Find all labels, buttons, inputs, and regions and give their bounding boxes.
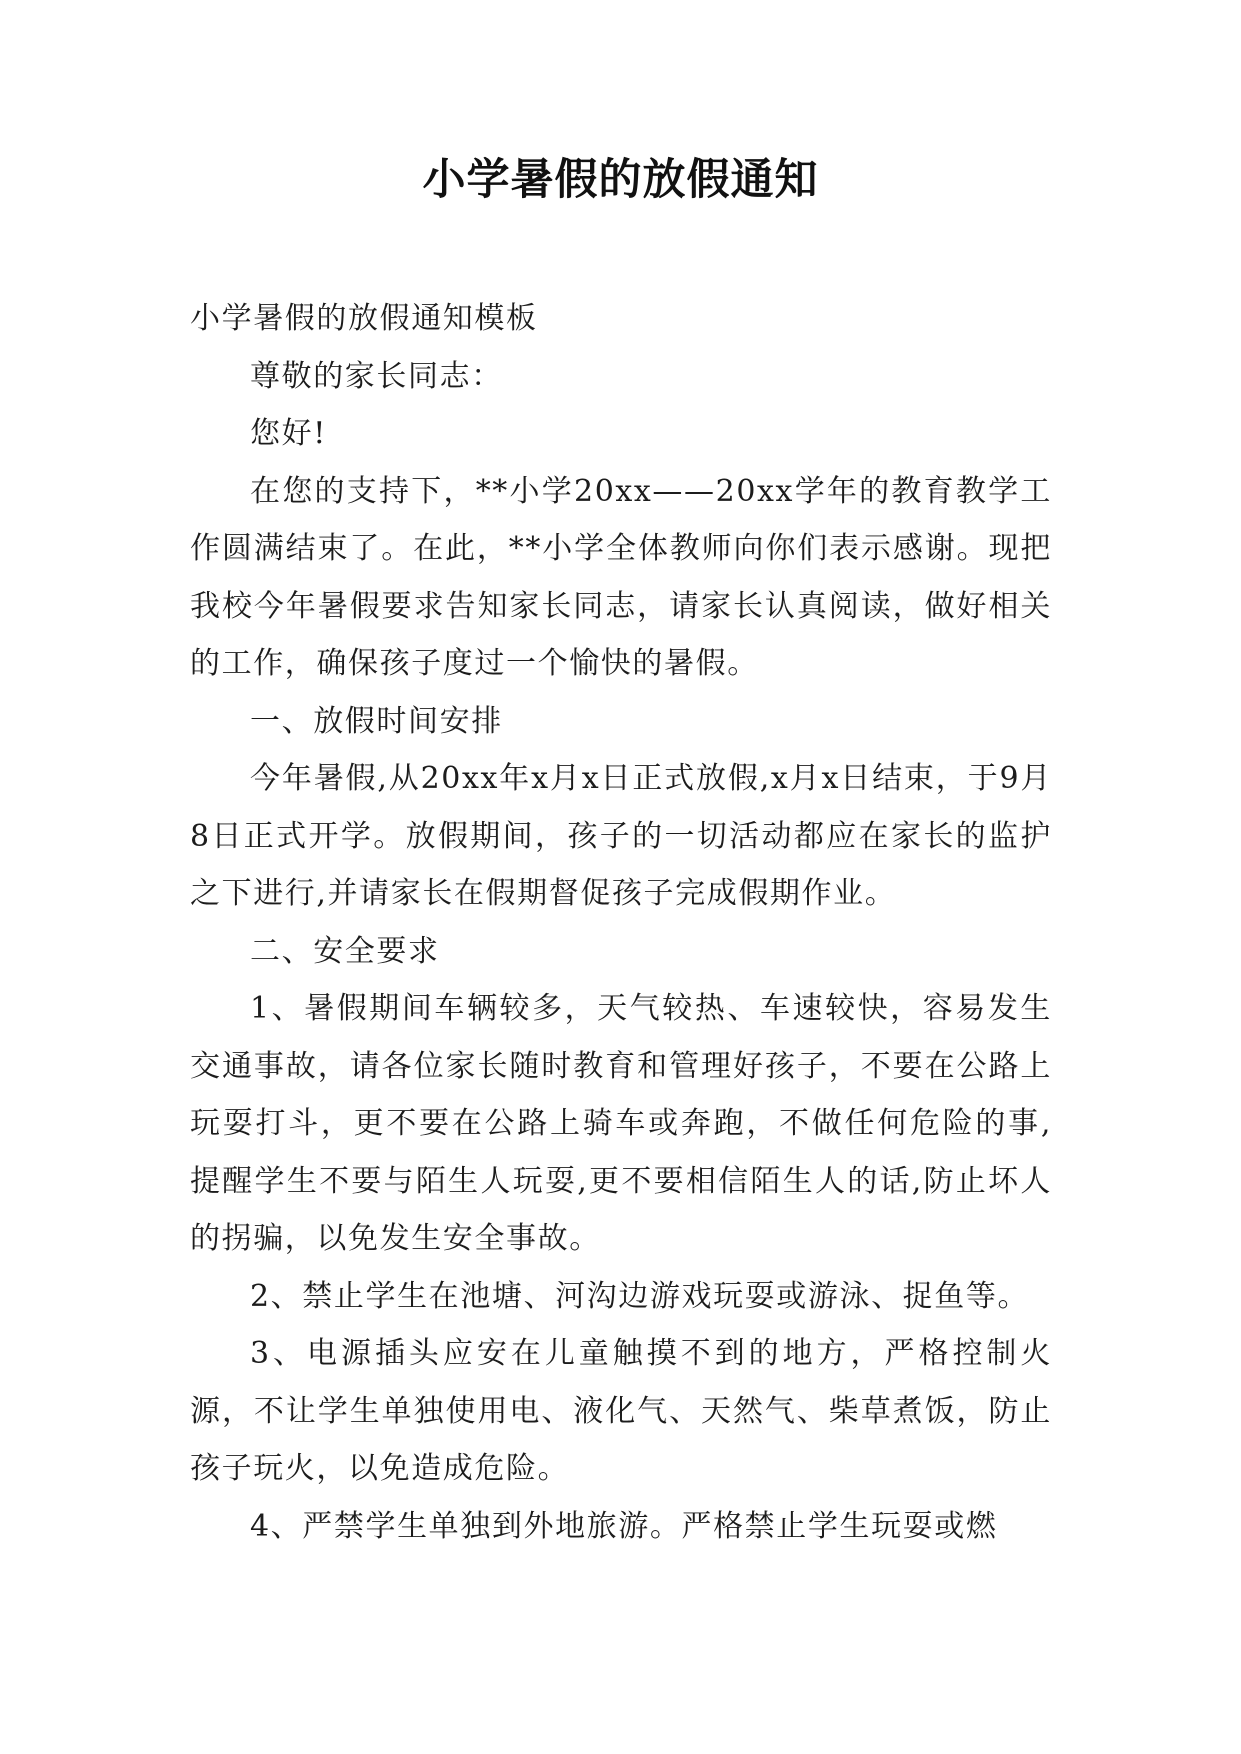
intro-paragraph: 在您的支持下，**小学20xx——20xx学年的教育教学工作圆满结束了。在此，**小学全体教师向你们表示感谢。现把我校今年暑假要求告知家长同志，请家长认真阅读，做好相关的工作，确保孩子度过一个愉快的暑假。 bbox=[190, 473, 1052, 681]
subtitle-paragraph: 小学暑假的放假通知模板 bbox=[190, 301, 538, 336]
document-body bbox=[190, 290, 1052, 1555]
schedule-paragraph: 今年暑假,从20xx年x月x日正式放假,x月x日结束，于9月8日正式开学。放假期间，孩子的一切活动都应在家长的监护之下进行,并请家长在假期督促孩子完成假期作业。 bbox=[190, 761, 1052, 911]
section-heading-safety: 二、安全要求 bbox=[250, 933, 440, 969]
section-heading-schedule: 一、放假时间安排 bbox=[250, 703, 503, 739]
greeting-paragraph: 您好! bbox=[250, 416, 327, 451]
document-title: 小学暑假的放假通知 bbox=[422, 155, 819, 205]
salutation-paragraph: 尊敬的家长同志： bbox=[250, 358, 503, 394]
safety-item-4: 4、严禁学生单独到外地旅游。严格禁止学生玩耍或燃 bbox=[250, 1508, 998, 1544]
safety-item-1: 1、暑假期间车辆较多，天气较热、车速较快，容易发生交通事故，请各位家长随时教育和管理好孩子，不要在公路上玩耍打斗，更不要在公路上骑车或奔跑，不做任何危险的事,提醒学生不要与陌生人玩耍,更不要相信陌生人的话,防止坏人的拐骗，以免发生安全事故。 bbox=[190, 991, 1052, 1256]
safety-item-3: 3、电源插头应安在儿童触摸不到的地方，严格控制火源，不让学生单独使用电、液化气、天然气、柴草煮饭，防止孩子玩火，以免造成危险。 bbox=[190, 1336, 1052, 1486]
safety-item-2: 2、禁止学生在池塘、河沟边游戏玩耍或游泳、捉鱼等。 bbox=[250, 1278, 1030, 1314]
